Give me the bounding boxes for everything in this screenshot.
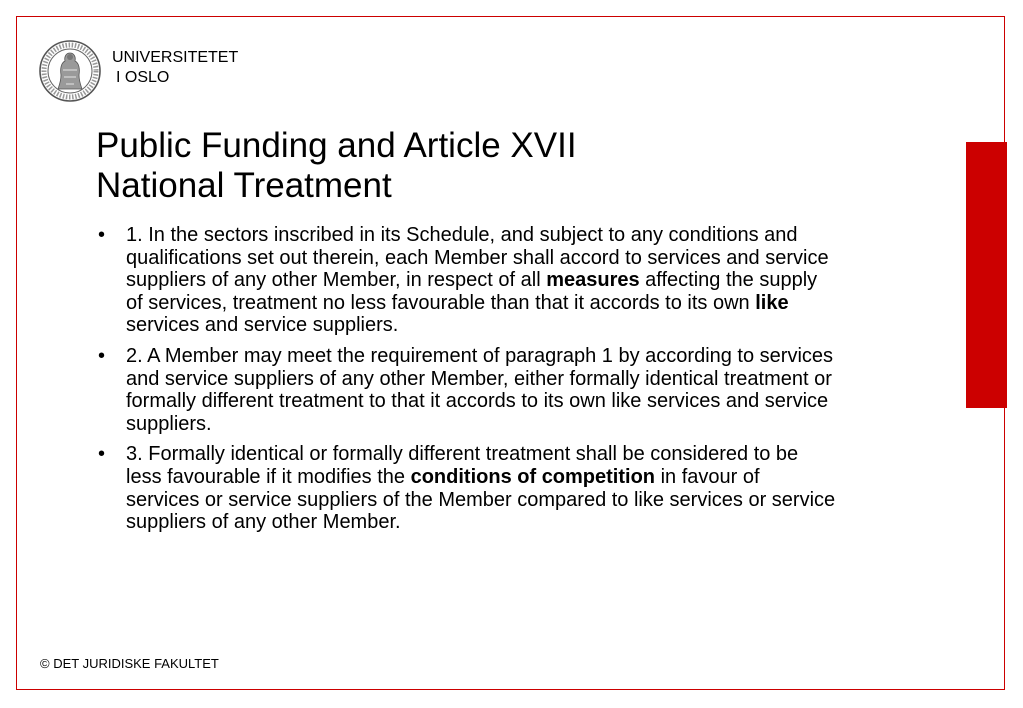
footer-text: © DET JURIDISKE FAKULTET [40,656,219,671]
bullet-1-text-a: 1. In the sectors inscribed in its Schedule, and subject to any conditions and qualifications set out therein, each Member shall accord to services and service suppliers of any other Member, in respect of all [126,224,829,292]
university-name [112,48,238,88]
bullet-2-text: 2. A Member may meet the requirement of paragraph 1 by according to services and service suppliers of any other Member, either formally identical treatment or formally different treatment to that it accords to its own like services and service suppliers. [126,344,834,435]
slide-title-line1: Public Funding and Article XVII [96,126,577,165]
bullet-1-text-b: affecting the supply of services, treatment no less favourable than that it accords to its own [126,269,818,314]
university-name-line1: UNIVERSITETET [112,49,239,66]
bullet-list [96,224,836,542]
university-seal-icon [39,40,101,102]
bullet-1-text-c: services and service suppliers. [126,314,399,337]
bullet-3-text-b: in favour of services or service suppliers of the Member compared to like services or service suppliers of any other Member. [126,465,836,534]
bullet-marker: • [98,224,106,246]
slide-title-line2: National Treatment [96,166,392,205]
slide-title [96,126,577,206]
bullet-3-text-a: 3. Formally identical or formally different treatment shall be considered to be less favourable if it modifies the [126,443,799,488]
bullet-3-bold-conditions: conditions of competition [410,465,656,488]
bullet-1-bold-measures: measures [546,269,640,292]
bullet-item-2 [96,345,836,435]
accent-bar [966,142,1007,408]
bullet-1-bold-like: like [755,291,789,314]
university-name-line2: I OSLO [116,69,170,86]
bullet-marker: • [98,443,106,466]
bullet-item-1 [96,224,836,337]
bullet-item-3 [96,443,836,533]
bullet-marker: • [98,344,106,367]
